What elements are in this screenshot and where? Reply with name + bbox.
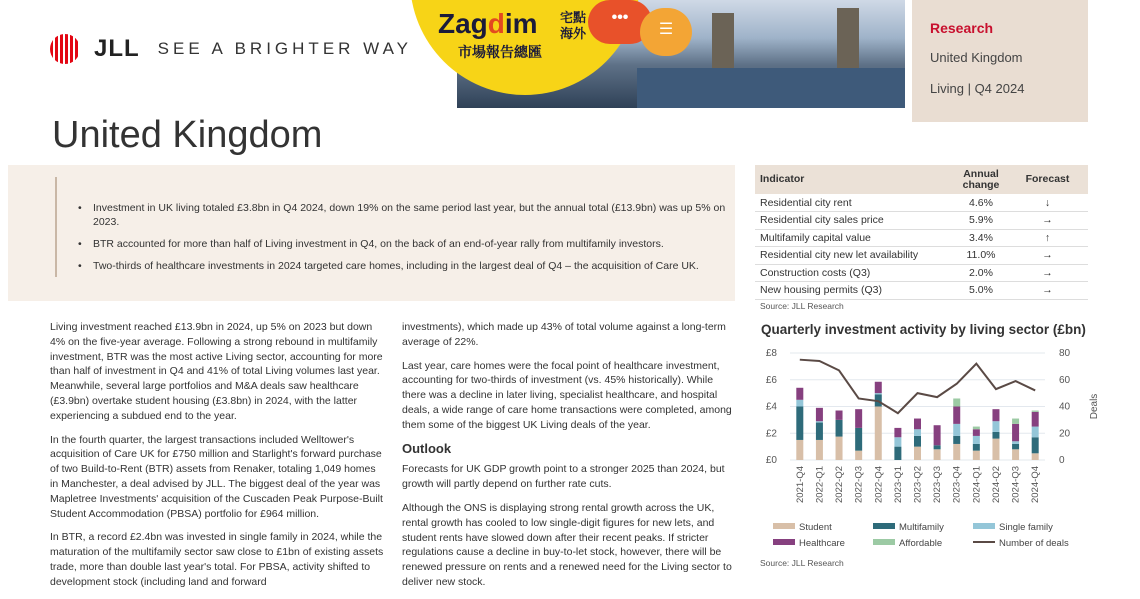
- x-tick-label: 2022-Q1: [814, 466, 826, 503]
- indicator: Residential city rent: [755, 194, 955, 212]
- y-left-tick: £8: [765, 348, 777, 359]
- x-tick-label: 2023-Q3: [932, 466, 944, 503]
- table-row: [755, 264, 1088, 282]
- annual-change: 11.0%: [955, 247, 1007, 265]
- legend-swatch: [773, 523, 795, 529]
- outlook-heading: Outlook: [402, 440, 452, 456]
- badge-subtitle: 市場報告總匯: [458, 44, 542, 60]
- bar-segment-multifamily: [855, 428, 862, 451]
- forecast-arrow: ↑: [1007, 229, 1088, 247]
- y-right-tick: 40: [1059, 401, 1071, 413]
- annual-change: 3.4%: [955, 229, 1007, 247]
- bar-segment-single-family: [953, 424, 960, 436]
- x-tick-label: 2024-Q1: [971, 466, 983, 503]
- table-row: [755, 212, 1088, 230]
- bar-segment-single-family: [973, 436, 980, 444]
- x-tick-label: 2022-Q3: [853, 466, 865, 503]
- bar-segment-multifamily: [953, 436, 960, 444]
- jll-logo: [50, 34, 412, 64]
- x-tick-label: 2024-Q4: [1030, 466, 1042, 503]
- indicator: Multifamily capital value: [755, 229, 955, 247]
- bar-segment-student: [1032, 453, 1039, 460]
- bar-segment-healthcare: [875, 382, 882, 393]
- paragraph: Although the ONS is displaying strong rental growth across the UK, rental growth has cooled to low single-digit figures for new lets, and student rents have slowed down after their recent peaks. If stricter regulations cause a decline in buy-to-let stock, however, there will be renewed pressure on rents and a renewed need for the Living sector to deliver new stock.: [402, 501, 732, 588]
- bar-segment-student: [875, 407, 882, 461]
- annual-change: 4.6%: [955, 194, 1007, 212]
- bar-segment-healthcare: [816, 408, 823, 421]
- highlights-box: [8, 165, 735, 301]
- bar-segment-affordable: [1012, 419, 1019, 424]
- table-row: [755, 194, 1088, 212]
- body-column-2: [402, 320, 732, 599]
- forecast-arrow: ↓: [1007, 194, 1088, 212]
- bar-segment-healthcare: [914, 419, 921, 430]
- bar-segment-healthcare: [1032, 412, 1039, 427]
- table-source: Source: JLL Research: [760, 301, 844, 311]
- bar-segment-student: [836, 437, 843, 460]
- logo-text: JLL: [94, 35, 140, 62]
- paragraph: Forecasts for UK GDP growth point to a stronger 2025 than 2024, but growth will partly depend on further rate cuts.: [402, 463, 725, 491]
- tagline: SEE A BRIGHTER WAY: [157, 39, 412, 58]
- col-header-indicator: Indicator: [755, 165, 955, 194]
- research-label: Research: [930, 20, 994, 36]
- x-tick-label: 2022-Q2: [834, 466, 846, 503]
- forecast-arrow: →: [1007, 264, 1088, 282]
- legend-label: Single family: [999, 522, 1053, 533]
- bar-segment-single-family: [992, 421, 999, 432]
- jll-logo-icon: [50, 34, 80, 64]
- y-right-tick: 60: [1059, 374, 1071, 386]
- bar-segment-single-family: [1012, 441, 1019, 444]
- y-right-label: Deals: [1089, 393, 1100, 420]
- page-title: United Kingdom: [52, 114, 323, 156]
- x-tick-label: 2024-Q3: [1010, 466, 1022, 503]
- x-tick-label: 2023-Q2: [912, 466, 924, 503]
- highlight-item: • Two-thirds of healthcare investments in 2024 targeted care homes, including in the largest deal of Q4 – the acquisition of Care UK.: [76, 259, 726, 273]
- bar-segment-multifamily: [973, 444, 980, 451]
- indicator: Residential city sales price: [755, 212, 955, 230]
- x-tick-label: 2021-Q4: [794, 466, 806, 503]
- edition-label: Living | Q4 2024: [930, 81, 1025, 96]
- bar-segment-healthcare: [1012, 424, 1019, 441]
- bar-segment-single-family: [796, 400, 803, 407]
- table-row: [755, 229, 1088, 247]
- bar-segment-student: [973, 451, 980, 460]
- bar-segment-multifamily: [1012, 444, 1019, 449]
- bar-segment-healthcare: [796, 388, 803, 400]
- indicator: New housing permits (Q3): [755, 282, 955, 300]
- chart-title: Quarterly investment activity by living sector (£bn): [761, 322, 1086, 337]
- legend-swatch: [873, 539, 895, 545]
- legend-label: Number of deals: [999, 538, 1069, 549]
- x-tick-label: 2023-Q4: [951, 466, 963, 503]
- paragraph: In the fourth quarter, the largest transactions included Welltower's acquisition of Care UK for £750 million and Starlight's forward purchase of two Build-to-Rent (BTR) assets from Renaker, totaling 1,049 homes in Manchester, a deal advised by JLL. The biggest deal of the year was Mapletree Investments' acquisition of the Cuscaden Peak Purpose-Built Student Accommodation (PBSA) portfolio for £964 million.: [50, 433, 383, 520]
- y-right-tick: 80: [1059, 348, 1071, 359]
- badge-brand: Zagdim: [438, 8, 538, 39]
- highlight-item: • BTR accounted for more than half of Living investment in Q4, on the back of an end-of-year rally from multifamily investors.: [76, 237, 726, 251]
- body-column-1: [50, 320, 385, 599]
- bar-segment-healthcare: [973, 429, 980, 436]
- indicator-table: [755, 165, 1088, 300]
- highlight-item: • Investment in UK living totaled £3.8bn in Q4 2024, down 19% on the same period last year, but the annual total (£13.9bn) was up 5% on 2023.: [76, 201, 726, 229]
- country-label: United Kingdom: [930, 50, 1023, 65]
- indicator: Residential city new let availability: [755, 247, 955, 265]
- chat-lines-icon: ☰: [640, 8, 692, 56]
- bar-segment-student: [855, 451, 862, 460]
- bar-segment-multifamily: [816, 423, 823, 440]
- bar-segment-multifamily: [836, 420, 843, 437]
- bar-segment-student: [914, 447, 921, 460]
- bar-segment-single-family: [894, 437, 901, 446]
- bar-segment-multifamily: [796, 407, 803, 440]
- paragraph: In BTR, a record £2.4bn was invested in single family in 2024, while the maturation of the multifamily sector saw close to £1bn of existing assets trade, more than double last year's total. For PBSA, activity shifted to development stock (including land and forward: [50, 531, 384, 588]
- bar-segment-healthcare: [953, 407, 960, 424]
- bar-segment-single-family: [914, 429, 921, 436]
- bar-segment-healthcare: [894, 428, 901, 437]
- deals-line: [800, 360, 1035, 414]
- paragraph: investments), which made up 43% of total volume against a long-term average of 22%.: [402, 321, 726, 348]
- chart-source: Source: JLL Research: [760, 558, 844, 568]
- bar-segment-single-family: [816, 421, 823, 422]
- bar-segment-single-family: [875, 393, 882, 394]
- annual-change: 2.0%: [955, 264, 1007, 282]
- legend-label: Multifamily: [899, 522, 944, 533]
- bar-segment-healthcare: [855, 409, 862, 428]
- table-row: [755, 247, 1088, 265]
- forecast-arrow: →: [1007, 247, 1088, 265]
- bar-segment-multifamily: [934, 445, 941, 449]
- y-right-tick: 20: [1059, 428, 1071, 440]
- x-tick-label: 2022-Q4: [873, 466, 885, 503]
- bar-segment-student: [934, 449, 941, 460]
- legend-swatch: [873, 523, 895, 529]
- table-row: [755, 282, 1088, 300]
- y-left-tick: £2: [765, 428, 777, 440]
- annual-change: 5.0%: [955, 282, 1007, 300]
- bar-segment-student: [796, 440, 803, 460]
- chat-bubble-icon: •••: [588, 0, 652, 44]
- y-left-tick: £0: [765, 455, 777, 466]
- legend-swatch: [973, 523, 995, 529]
- forecast-arrow: →: [1007, 282, 1088, 300]
- legend-label: Affordable: [899, 538, 943, 549]
- investment-chart: [755, 340, 1100, 575]
- bar-segment-affordable: [1032, 411, 1039, 412]
- annual-change: 5.9%: [955, 212, 1007, 230]
- bar-segment-healthcare: [992, 409, 999, 421]
- badge-side-text: 宅點海外: [560, 10, 587, 41]
- y-right-tick: 0: [1059, 455, 1065, 466]
- bar-segment-affordable: [953, 398, 960, 406]
- legend-swatch: [773, 539, 795, 545]
- bar-segment-multifamily: [992, 432, 999, 439]
- bar-segment-student: [1012, 449, 1019, 460]
- y-left-tick: £4: [765, 401, 777, 413]
- legend-label: Healthcare: [799, 538, 845, 549]
- paragraph: Last year, care homes were the focal point of healthcare investment, accounting for two-thirds of investment (vs. 45% historically). While there was a decline in later living, specialist healthcare, and hospital deals, a wide range of care home transactions were completed, among them some of the biggest UK Living deals of the year.: [402, 359, 732, 431]
- bar-segment-student: [953, 444, 960, 460]
- bar-segment-multifamily: [914, 436, 921, 447]
- x-tick-label: 2023-Q1: [892, 466, 904, 503]
- forecast-arrow: →: [1007, 212, 1088, 230]
- bar-segment-multifamily: [1032, 437, 1039, 453]
- bar-segment-healthcare: [934, 425, 941, 445]
- bar-segment-single-family: [1032, 427, 1039, 438]
- bar-segment-multifamily: [894, 447, 901, 460]
- col-header-forecast: Forecast: [1007, 165, 1088, 194]
- y-left-tick: £6: [765, 374, 777, 386]
- indicator: Construction costs (Q3): [755, 264, 955, 282]
- col-header-annual-change: Annual change: [955, 165, 1007, 194]
- bar-segment-affordable: [973, 427, 980, 430]
- report-info-box: [912, 0, 1088, 122]
- bar-segment-student: [816, 440, 823, 460]
- bar-segment-healthcare: [836, 411, 843, 420]
- legend-label: Student: [799, 522, 832, 533]
- paragraph: Living investment reached £13.9bn in 2024, up 5% on 2023 but down 4% on the five-year average. Following a strong rebound in multifamily investment, BTR was the most active Living sector, accounting for more than half of investment in Q4 and 41% of total Living volumes last year. Meanwhile, several large portfolios and M&A deals saw healthcare (£3.9bn) overtake student housing (£3.8bn) in 2024, with the latter experiencing a subdued end to the year.: [50, 321, 383, 422]
- x-tick-label: 2024-Q2: [990, 466, 1002, 503]
- bar-segment-student: [992, 439, 999, 460]
